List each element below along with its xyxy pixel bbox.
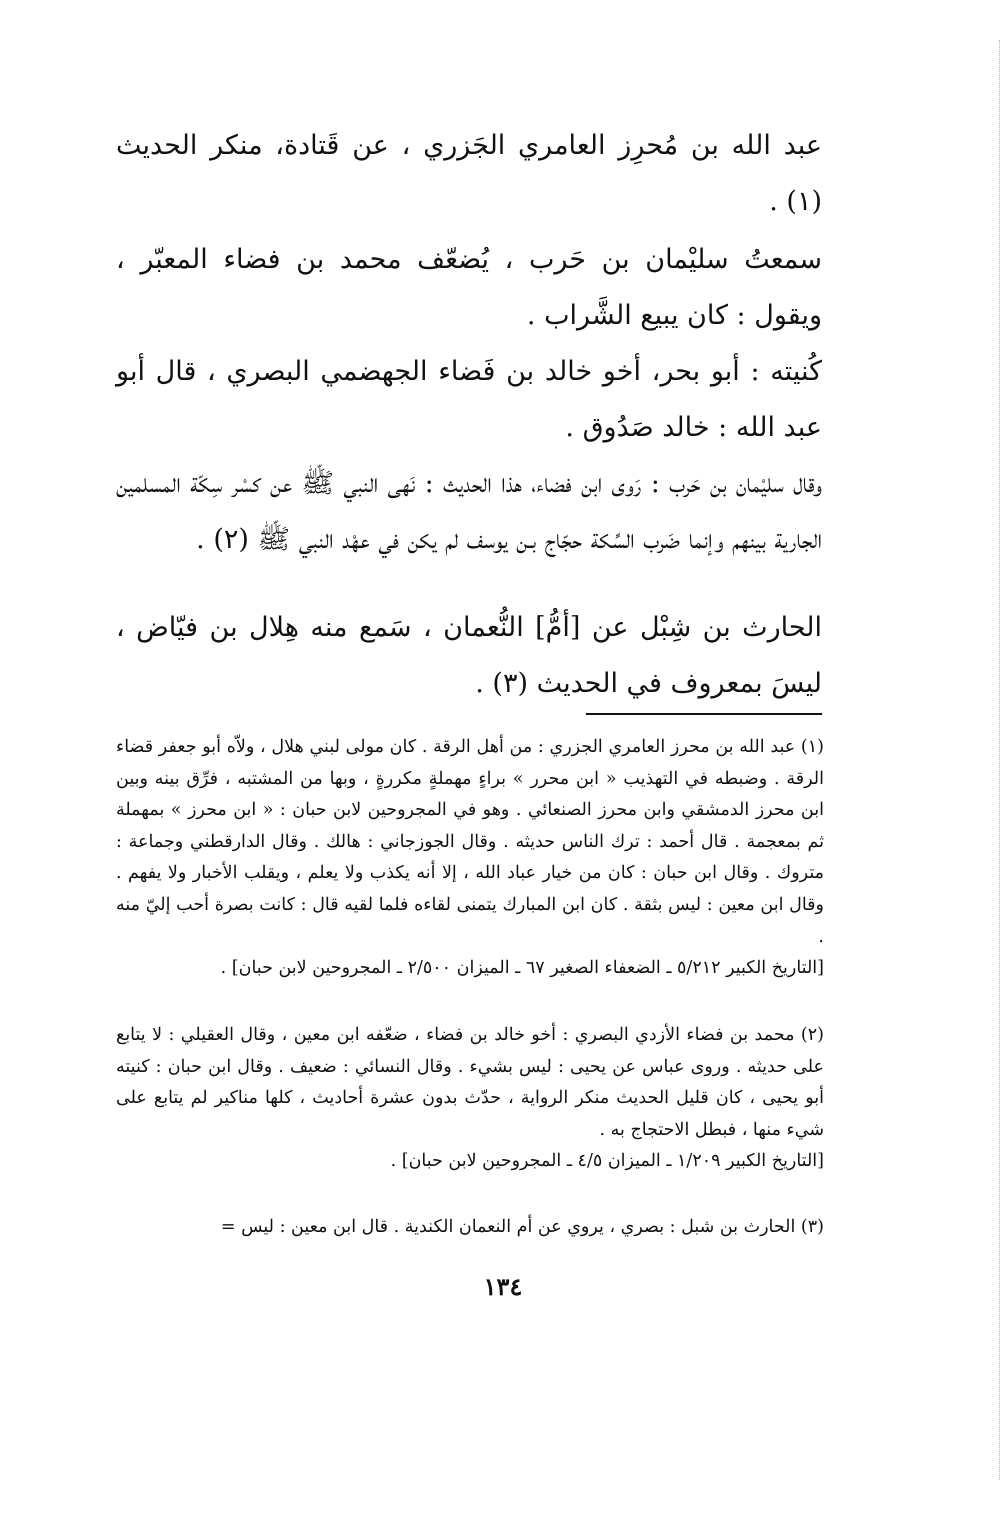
footnote-2-text: (٢) محمد بن فضاء الأزدي البصري : أخو خالد بن فضاء ، ضعّفه ابن معين ، وقال العقيلي : لا يتابع على حديثه . وروى عباس عن يحيى : ليس بشيء . وقال النسائي : ضعيف . وقال ابن حبان : كنيته أبو يحيى ، كان قليل الحديث منكر الرواية ، حدّث بدون عشرة أحاديث ، كلها مناكير لم يتابع على شيء منها ، فبطل الاحتجاج به .	[116, 1025, 824, 1140]
footnote-3-text: (٣) الحارث بن شبل : بصري ، يروي عن أم النعمان الكندية . قال ابن معين : ليس =	[220, 1217, 824, 1237]
footnote-1-text: (١) عبد الله بن محرز العامري الجزري : من أهل الرقة . كان مولى لبني هلال ، ولاّه أبو جعفر قضاء الرقة . وضبطه في التهذيب « ابن محرر » براءٍ مهملةٍ مكررةٍ ، وبها من المشتبه ، فرِّق بينه وبين ابن محرز الدمشقي وابن محرز الصنعائي . وهو في المجروحين لابن حبان : « ابن محرز » بمهملة ثم بمعجمة . قال أحمد : ترك الناس حديثه . وقال الجوزجاني : هالك . وقال الدارقطني وجماعة : متروك . وقال ابن حبان : كان من خيار عباد الله ، إلا أنه يكذب ولا يعلم ، ويقلب الأخبار ولا يفهم . وقال ابن معين : ليس بثقة . كان ابن المبارك يتمنى لقاءه فلما لقيه قال : كانت بصرة أحب إليّ منه .	[116, 737, 824, 947]
footnote-2-references: [التاريخ الكبير ١/٢٠٩ ـ الميزان ٤/٥ ـ المجروحين لابن حبان] .	[390, 1151, 824, 1172]
page-number: ١٣٤	[483, 1272, 523, 1301]
paragraph-text: الحارث بن شِبْل عن [أمُّ] النُّعمان ، سَمع منه هِلال بن فيّاض ، ليسَ بمعروف في الحديث (٣) .	[116, 612, 822, 699]
footnote-1-references: [التاريخ الكبير ٥/٢١٢ ـ الضعفاء الصغير ٦٧ ـ الميزان ٢/٥٠٠ ـ المجروحين لابن حبان] .	[220, 958, 824, 979]
footnote-2	[116, 1020, 824, 1178]
main-paragraph-3	[116, 344, 822, 456]
paragraph-text: سمعتُ سليْمان بن حَرب ، يُضعّف محمد بن فضاء المعبّر ، ويقول : كان يبيع الشَّراب .	[116, 244, 822, 331]
footnote-separator	[586, 713, 822, 715]
main-paragraph-5	[116, 600, 822, 712]
paragraph-text: عبد الله بن مُحرِز العامري الجَزري ، عن قَتادة، منكر الحديث (١) .	[116, 130, 822, 217]
scan-edge-line	[999, 40, 1000, 1480]
main-paragraph-2	[116, 232, 822, 344]
footnote-1	[116, 732, 824, 985]
main-paragraph-1	[116, 118, 822, 230]
main-paragraph-4	[116, 456, 822, 568]
paragraph-text: كُنيته : أبو بحر، أخو خالد بن فَضاء الجهضمي البصري ، قال أبو عبد الله : خالد صَدُوق .	[116, 356, 822, 443]
paragraph-text: وقال سليْمان بن حَرب : رَوى ابن فضاء، هذا الحديث : نَهى النبي ﷺ عن كسْر سِكّة المسلمين الجارية بينهم وإنما ضَرب السِّكة حجّاج بـن يوسف لم يكن في عهْد النبي ﷺ (٢) .	[116, 468, 822, 555]
footnote-3	[116, 1212, 824, 1244]
